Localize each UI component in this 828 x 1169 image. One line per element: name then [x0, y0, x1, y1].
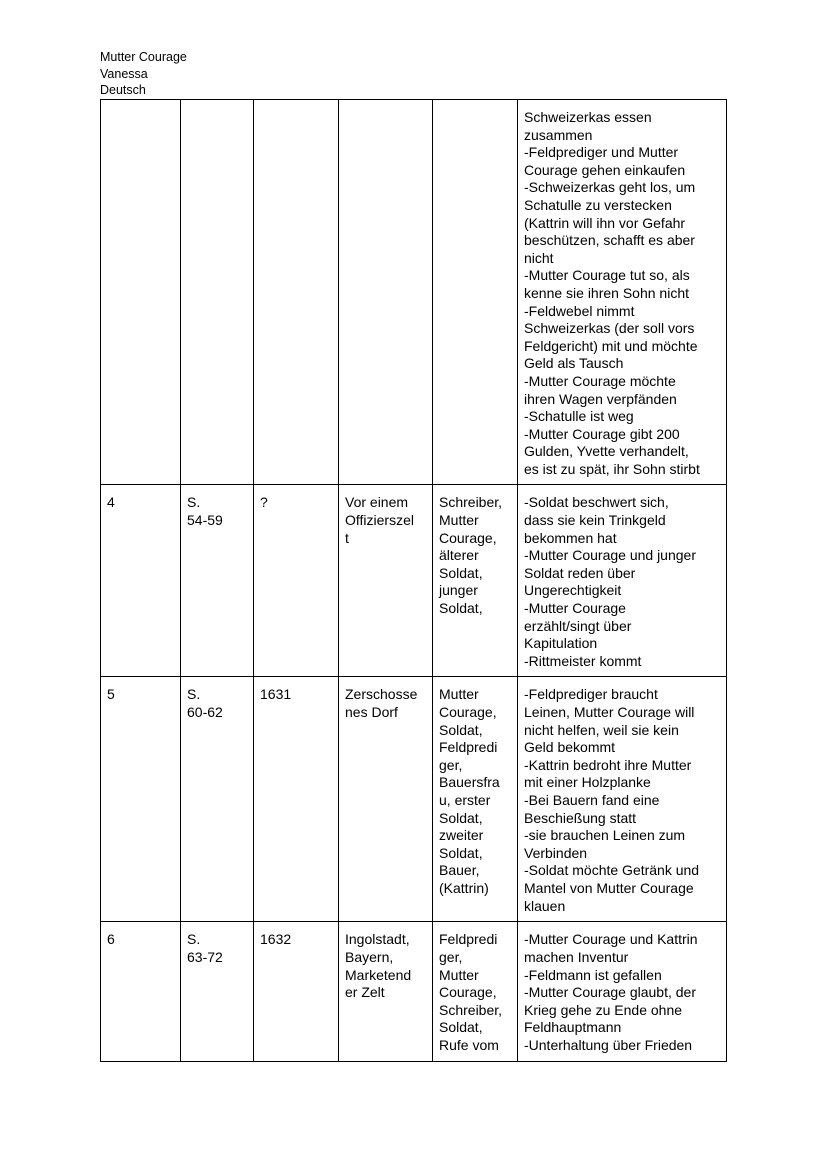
content-cell: [518, 485, 727, 677]
cell-line: -Mutter Courage tut so, als: [524, 267, 690, 284]
cell-line: -sie brauchen Leinen zum: [524, 827, 686, 844]
content-cell: [518, 100, 727, 485]
cell-line: Schweizerkas essen: [524, 109, 652, 125]
scene-number-cell: [101, 677, 181, 922]
cell-line: mit einer Holzplanke: [524, 774, 651, 791]
cell-text: 6: [107, 931, 115, 948]
cell-line: Courage gehen einkaufen: [524, 161, 686, 178]
cell-line: -Mutter Courage möchte: [524, 372, 676, 389]
cell-line: -Rittmeister kommt: [524, 652, 642, 669]
cell-line: Schreiber,: [439, 494, 503, 511]
cell-line: S.: [187, 686, 201, 703]
cell-line: Bayern,: [345, 949, 394, 965]
cell-line: Schatulle zu verstecken: [524, 196, 672, 213]
cell-line: kenne sie ihren Sohn nicht: [524, 284, 689, 301]
cell-line: nicht: [524, 249, 554, 266]
cell-line: Kapitulation: [524, 635, 598, 652]
cell-line: machen Inventur: [524, 949, 629, 965]
cell-line: Courage,: [439, 704, 497, 720]
cell-line: 63-72: [187, 949, 223, 965]
cell-line: Marketend: [345, 966, 412, 983]
cell-line: Schreiber,: [439, 1001, 503, 1018]
cell-line: Feldhauptmann: [524, 1019, 622, 1036]
cell-line: Feldpredi: [439, 931, 498, 948]
cell-line: -Bei Bauern fand eine: [524, 791, 660, 808]
cell-line: S.: [187, 931, 201, 948]
page-range-cell: [181, 100, 254, 485]
cell-line: Bauer,: [439, 862, 480, 879]
cell-line: Mutter: [439, 966, 479, 983]
cell-line: -Soldat beschwert sich,: [524, 494, 669, 511]
cell-line: nes Dorf: [345, 704, 398, 720]
cell-line: es ist zu spät, ihr Sohn stirbt: [524, 460, 700, 477]
cell-line: -Mutter Courage glaubt, der: [524, 984, 696, 1001]
cell-line: nicht helfen, weil sie kein: [524, 721, 679, 738]
page-range-cell: [181, 485, 254, 677]
cell-text: ?: [260, 494, 268, 511]
cell-line: Ungerechtigkeit: [524, 582, 622, 599]
cell-line: -Soldat möchte Getränk und: [524, 862, 700, 879]
cell-line: Courage,: [439, 529, 497, 546]
cell-line: Verbinden: [524, 844, 588, 861]
cell-line: Geld als Tausch: [524, 355, 624, 372]
cell-line: klauen: [524, 897, 566, 914]
cell-line: -Feldwebel nimmt: [524, 302, 635, 319]
cell-line: Soldat,: [439, 1019, 483, 1036]
persons-cell: [433, 677, 518, 922]
page-range-cell: [181, 677, 254, 922]
cell-line: Geld bekommt: [524, 739, 616, 756]
cell-line: Soldat,: [439, 564, 483, 581]
cell-line: -Kattrin bedroht ihre Mutter: [524, 756, 692, 773]
cell-line: beschützen, schafft es aber: [524, 232, 695, 249]
scene-table: [100, 99, 727, 1062]
cell-line: (Kattrin will ihn vor Gefahr: [524, 214, 686, 231]
table-row: [101, 100, 727, 485]
cell-line: 54-59: [187, 512, 223, 529]
cell-line: Krieg gehe zu Ende ohne: [524, 1001, 683, 1018]
cell-line: -Mutter Courage: [524, 600, 626, 617]
cell-line: t: [345, 529, 349, 546]
cell-line: Soldat reden über: [524, 564, 636, 581]
cell-line: Bauersfra: [439, 774, 500, 791]
cell-line: -Mutter Courage und Kattrin: [524, 931, 698, 948]
place-cell: [339, 100, 433, 485]
cell-line: -Schatulle ist weg: [524, 408, 634, 425]
scene-number-cell: [101, 922, 181, 1062]
cell-line: Feldpredi: [439, 739, 498, 756]
cell-line: er Zelt: [345, 984, 385, 1001]
cell-line: junger: [439, 582, 478, 599]
cell-line: erzählt/singt über: [524, 617, 632, 634]
cell-line: Vor einem: [345, 494, 409, 511]
cell-line: Schweizerkas (der soll vors: [524, 320, 695, 337]
cell-line: (Kattrin): [439, 879, 489, 896]
cell-line: Soldat,: [439, 809, 483, 826]
cell-line: Mutter: [439, 686, 479, 703]
cell-line: Zerschosse: [345, 686, 418, 703]
cell-line: dass sie kein Trinkgeld: [524, 512, 666, 529]
cell-line: Mutter: [439, 512, 479, 529]
year-cell: [254, 100, 339, 485]
cell-line: zweiter: [439, 827, 484, 844]
year-cell: [254, 922, 339, 1062]
page-range-cell: [181, 922, 254, 1062]
cell-line: älterer: [439, 547, 479, 564]
cell-line: -Feldprediger braucht: [524, 686, 658, 703]
cell-line: u, erster: [439, 791, 491, 808]
cell-line: -Feldprediger und Mutter: [524, 144, 679, 161]
cell-line: -Mutter Courage und junger: [524, 547, 696, 564]
subject-name: Deutsch: [100, 83, 146, 98]
cell-line: ger,: [439, 756, 463, 773]
year-cell: [254, 485, 339, 677]
persons-cell: [433, 485, 518, 677]
year-cell: [254, 677, 339, 922]
cell-line: -Mutter Courage gibt 200: [524, 425, 680, 442]
cell-line: zusammen: [524, 126, 593, 143]
cell-line: Leinen, Mutter Courage will: [524, 704, 695, 720]
table-row: [101, 922, 727, 1062]
scene-number-cell: [101, 485, 181, 677]
scene-number-cell: [101, 100, 181, 485]
cell-line: Offizierszel: [345, 512, 414, 529]
cell-line: Rufe vom: [439, 1036, 499, 1053]
cell-line: Beschießung statt: [524, 809, 637, 826]
place-cell: [339, 922, 433, 1062]
persons-cell: [433, 922, 518, 1062]
cell-line: S.: [187, 494, 201, 511]
cell-line: Soldat,: [439, 600, 483, 617]
cell-text: 1631: [260, 686, 292, 703]
author-name: Vanessa: [100, 66, 148, 81]
document-header: [100, 49, 187, 99]
persons-cell: [433, 100, 518, 485]
cell-line: Ingolstadt,: [345, 931, 410, 948]
cell-line: -Feldmann ist gefallen: [524, 966, 662, 983]
cell-line: -Schweizerkas geht los, um: [524, 179, 696, 196]
cell-line: 60-62: [187, 704, 223, 720]
cell-line: ger,: [439, 949, 463, 965]
cell-line: bekommen hat: [524, 529, 617, 546]
content-cell: [518, 677, 727, 922]
cell-line: ihren Wagen verpfänden: [524, 390, 677, 407]
place-cell: [339, 677, 433, 922]
cell-line: Mantel von Mutter Courage: [524, 879, 694, 896]
cell-line: Courage,: [439, 984, 497, 1001]
table-row: [101, 677, 727, 922]
cell-line: Soldat,: [439, 844, 483, 861]
place-cell: [339, 485, 433, 677]
cell-line: Gulden, Yvette verhandelt,: [524, 443, 689, 460]
cell-line: Feldgericht) mit und möchte: [524, 337, 698, 354]
scene-table-body: [101, 100, 727, 1062]
cell-text: 1632: [260, 931, 292, 948]
table-row: [101, 485, 727, 677]
cell-text: 4: [107, 494, 115, 511]
cell-line: -Unterhaltung über Frieden: [524, 1036, 693, 1053]
document-title: Mutter Courage: [100, 50, 187, 64]
cell-line: Soldat,: [439, 721, 483, 738]
content-cell: [518, 922, 727, 1062]
cell-text: 5: [107, 686, 115, 703]
